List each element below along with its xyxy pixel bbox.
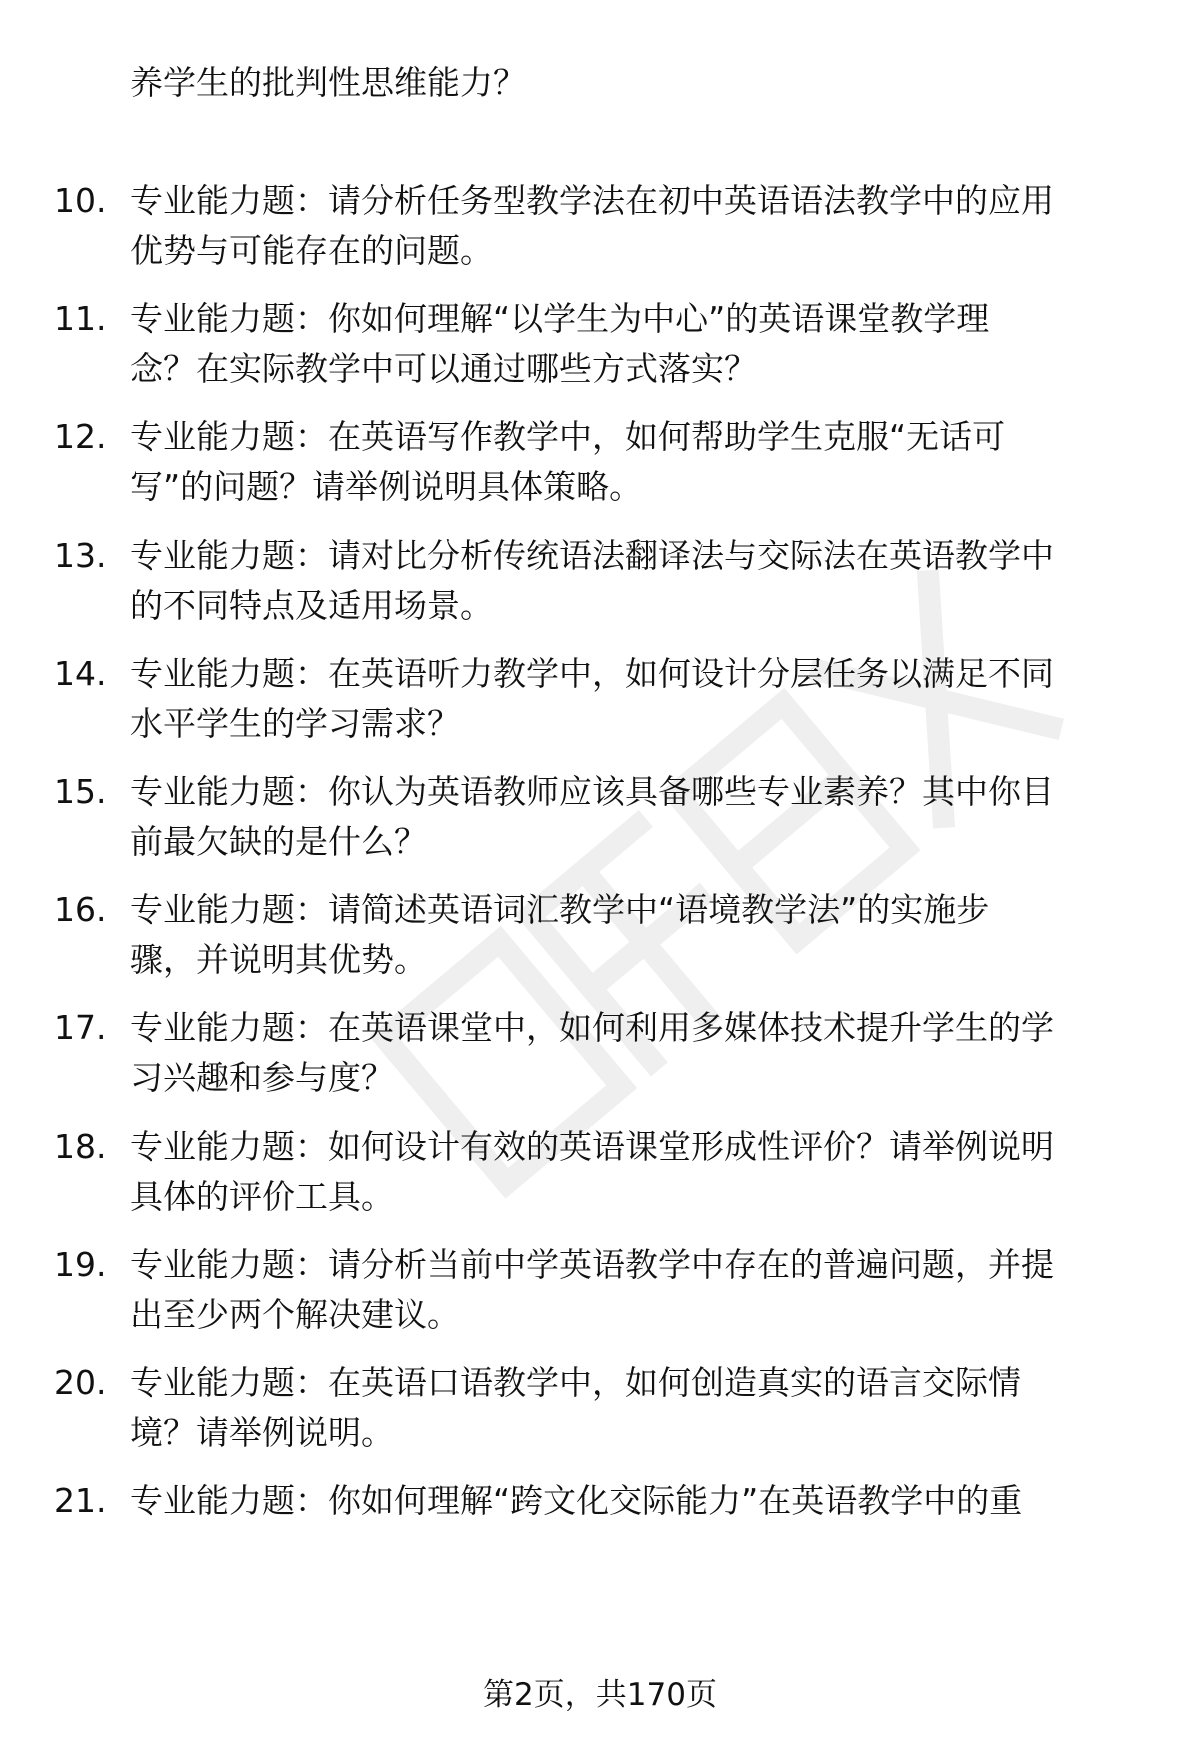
question-text <box>130 1122 1150 1222</box>
question-number: 12. <box>54 417 107 457</box>
question-text-line: 前最欠缺的是什么？ <box>130 822 427 861</box>
question-text-line: 专业能力题：如何设计有效的英语课堂形成性评价？请举例说明 <box>130 1126 1054 1166</box>
question-text <box>130 1358 1150 1458</box>
question-number: 15. <box>54 772 107 811</box>
question-text-line: 专业能力题：你如何理解“以学生为中心”的英语课堂教学理 <box>130 299 990 339</box>
question-text-line: 专业能力题：你认为英语教师应该具备哪些专业素养？其中你目 <box>130 772 1054 811</box>
question-text-line: 具体的评价工具。 <box>130 1176 394 1216</box>
question-text-line: 习兴趣和参与度？ <box>130 1058 394 1098</box>
question-text-line: 专业能力题：在英语口语教学中，如何创造真实的语言交际情 <box>130 1363 1021 1402</box>
question-number: 16. <box>54 890 107 930</box>
question-text <box>130 412 1150 512</box>
question-text-line: 专业能力题：在英语听力教学中，如何设计分层任务以满足不同 <box>130 653 1054 693</box>
question-number: 14. <box>54 653 107 693</box>
question-number: 13. <box>54 535 107 575</box>
question-item <box>0 1358 1200 1458</box>
question-number: 18. <box>54 1126 107 1166</box>
question-item <box>0 531 1200 631</box>
question-text <box>130 176 1150 276</box>
question-item <box>0 649 1200 749</box>
question-text-line: 专业能力题：你如何理解“跨文化交际能力”在英语教学中的重 <box>130 1481 1023 1521</box>
question-text-line: 写”的问题？请举例说明具体策略。 <box>130 467 643 507</box>
question-item <box>0 767 1200 867</box>
question-text <box>130 1476 1150 1526</box>
question-number: 10. <box>54 181 107 220</box>
question-text-line: 专业能力题：请对比分析传统语法翻译法与交际法在英语教学中 <box>130 535 1054 575</box>
question-item <box>0 1240 1200 1340</box>
question-text-line: 境？请举例说明。 <box>130 1413 394 1452</box>
question-number: 17. <box>54 1008 107 1048</box>
question-item <box>0 1476 1200 1576</box>
question-item <box>0 176 1200 276</box>
question-text <box>130 294 1150 394</box>
continued-question-text: 养学生的批判性思维能力？ <box>130 63 526 102</box>
question-text-line: 专业能力题：请简述英语词汇教学中“语境教学法”的实施步 <box>130 890 990 930</box>
question-text-line: 水平学生的学习需求？ <box>130 703 460 743</box>
question-text <box>130 885 1150 985</box>
question-text-line: 专业能力题：请分析当前中学英语教学中存在的普遍问题，并提 <box>130 1244 1054 1284</box>
question-text <box>130 531 1150 631</box>
question-text-line: 出至少两个解决建议。 <box>130 1294 460 1334</box>
question-text-line: 专业能力题：在英语写作教学中，如何帮助学生克服“无话可 <box>130 417 1006 457</box>
question-number: 21. <box>54 1481 107 1521</box>
question-text-line: 专业能力题：在英语课堂中，如何利用多媒体技术提升学生的学 <box>130 1008 1054 1048</box>
question-text-line: 专业能力题：请分析任务型教学法在初中英语语法教学中的应用 <box>130 181 1054 220</box>
question-item <box>0 885 1200 985</box>
question-text <box>130 1240 1150 1340</box>
question-number: 19. <box>54 1244 107 1284</box>
question-number: 11. <box>54 299 107 339</box>
question-text-line: 的不同特点及适用场景。 <box>130 585 493 625</box>
question-text <box>130 767 1150 867</box>
question-number: 20. <box>54 1363 107 1402</box>
question-text-line: 骤，并说明其优势。 <box>130 940 427 980</box>
question-text-line: 优势与可能存在的问题。 <box>130 231 493 270</box>
page-footer: 第2页，共170页 <box>483 1677 717 1713</box>
question-item <box>0 1122 1200 1222</box>
question-text <box>130 1003 1150 1103</box>
question-item <box>0 412 1200 512</box>
question-item <box>0 294 1200 394</box>
question-text <box>130 649 1150 749</box>
question-text-line: 念？在实际教学中可以通过哪些方式落实？ <box>130 349 757 389</box>
question-item <box>0 1003 1200 1103</box>
